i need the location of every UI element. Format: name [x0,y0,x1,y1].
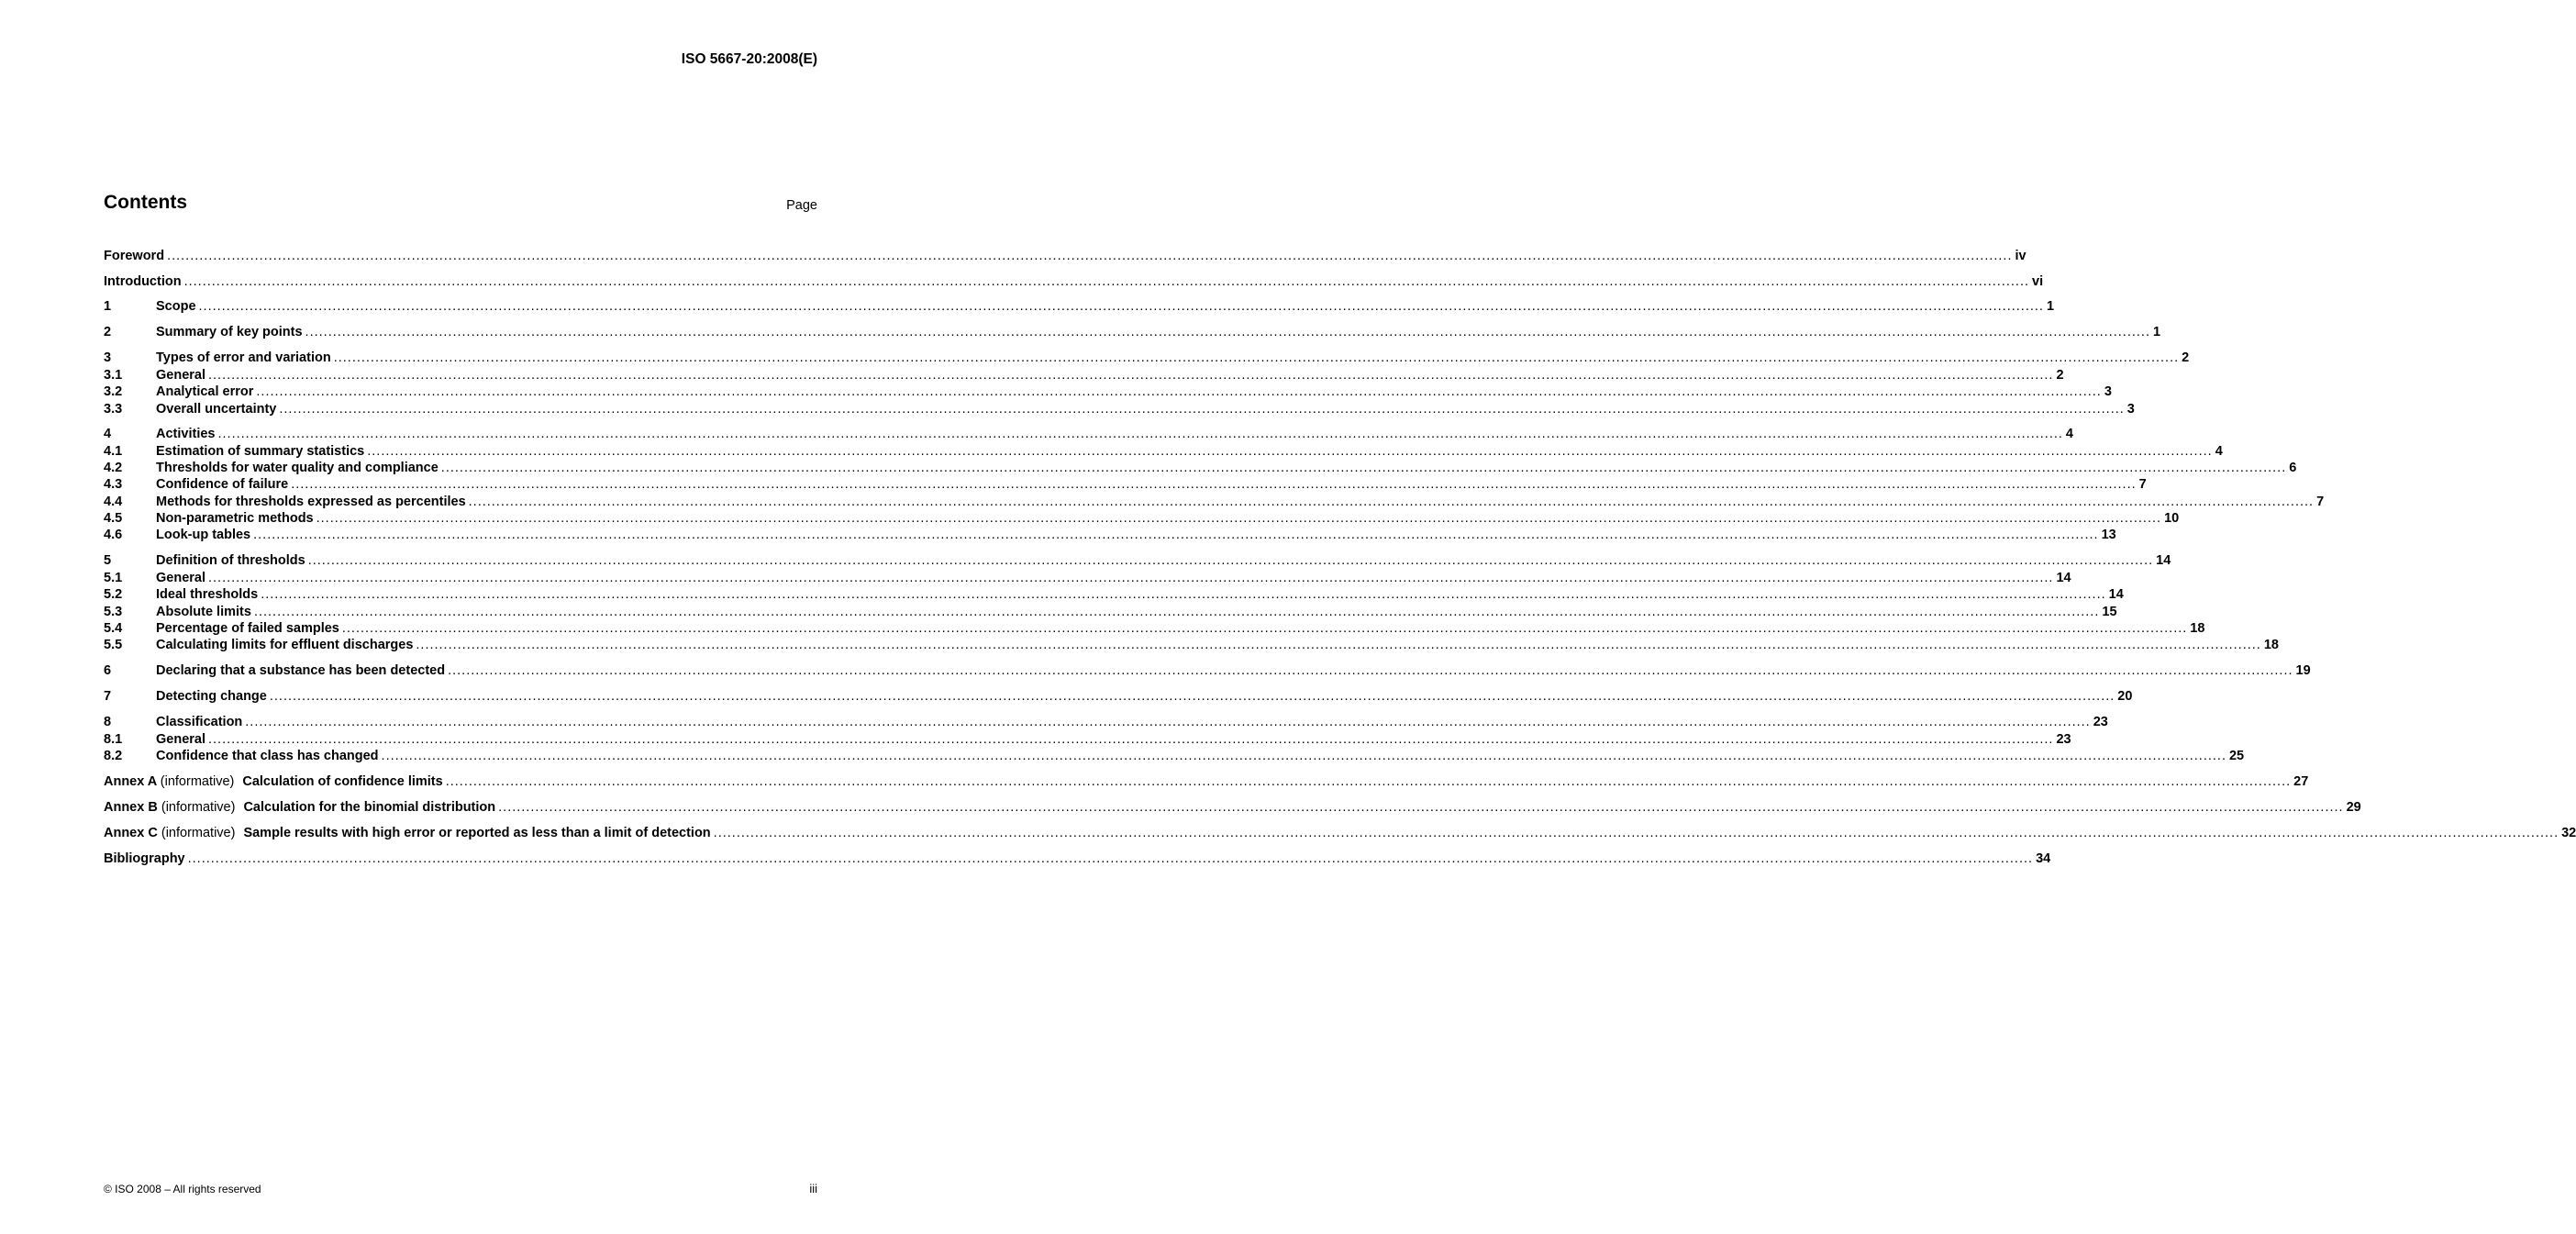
toc-entry-page: 4 [2215,444,2223,459]
toc-annex-note: (informative) [161,800,236,815]
toc-entry-number: 5.5 [104,638,123,652]
toc-entry-page: 23 [2056,732,2071,747]
toc-entry-number: 4.2 [104,461,123,475]
toc-entry-title: Absolute limits [156,605,251,619]
toc-dot-leader: ................................................................................................................................................................................................................................................................................................................................................................................................................ [256,384,2102,399]
toc-entry[interactable] [104,586,2124,603]
toc-entry-title: Overall uncertainty [156,402,277,417]
toc-dot-leader: ................................................................................................................................................................................................................................................................................................................................................................................................................ [183,274,2030,289]
toc-annex-id: Annex C [104,826,158,840]
toc-entry-number: 5 [104,553,112,568]
toc-dot-leader: ................................................................................................................................................................................................................................................................................................................................................................................................................ [253,528,2099,542]
toc-entry-number: 8 [104,715,112,729]
toc-entry-number: 5.4 [104,621,123,636]
toc-entry[interactable] [104,494,2325,510]
toc-entry-page: 3 [2126,402,2135,417]
toc-entry-number: 5.3 [104,605,123,619]
toc-dot-leader: ................................................................................................................................................................................................................................................................................................................................................................................................................ [498,800,2344,815]
toc-entry-page: 34 [2036,851,2051,866]
toc-entry-page: 14 [2156,553,2171,568]
toc-entry[interactable] [104,773,2309,790]
toc-entry-number: 4.4 [104,495,123,509]
toc-entry-page: 2 [2182,350,2190,365]
toc-entry-number: 4.5 [104,511,123,526]
toc-entry[interactable] [104,662,2311,679]
toc-entry-page: 1 [2152,325,2161,339]
toc-entry-title: Sample results with high error or reported as less than a limit of detection [243,826,711,840]
toc-entry-number: 4.6 [104,528,123,542]
toc-entry-title: Non-parametric methods [156,511,314,526]
toc-entry-number: 3.2 [104,384,123,399]
toc-entry[interactable] [104,637,2279,653]
toc-entry[interactable] [104,570,2071,586]
toc-entry-number: 8.1 [104,732,123,747]
toc-dot-leader: ................................................................................................................................................................................................................................................................................................................................................................................................................ [316,511,2162,526]
toc-annex-label [104,825,235,841]
toc-entry-number: 4.3 [104,477,123,492]
toc-entry-title: Classification [156,715,243,729]
toc-dot-leader: ................................................................................................................................................................................................................................................................................................................................................................................................................ [208,732,2054,747]
toc-entry[interactable] [104,799,2361,816]
toc-dot-leader: ................................................................................................................................................................................................................................................................................................................................................................................................................ [367,444,2213,459]
toc-entry-page: 23 [2093,715,2108,729]
toc-entry[interactable] [104,460,2297,476]
toc-entry[interactable] [104,367,2064,384]
toc-dot-leader: ................................................................................................................................................................................................................................................................................................................................................................................................................ [448,663,2293,678]
toc-entry-number: 4.1 [104,444,123,459]
toc-dot-leader: ................................................................................................................................................................................................................................................................................................................................................................................................................ [208,571,2054,585]
toc-entry-page: 14 [2108,587,2124,602]
toc-dot-leader: ................................................................................................................................................................................................................................................................................................................................................................................................................ [381,749,2226,763]
toc-dot-leader: ................................................................................................................................................................................................................................................................................................................................................................................................................ [269,689,2115,704]
toc-entry-title: Confidence of failure [156,477,289,492]
toc-dot-leader: ................................................................................................................................................................................................................................................................................................................................................................................................................ [468,495,2315,509]
toc-entry-number: 3 [104,350,112,365]
toc-entry-title: Detecting change [156,689,267,704]
toc-entry-page: 15 [2102,605,2117,619]
toc-entry-title: Ideal thresholds [156,587,259,602]
toc-entry-page: 7 [2138,477,2147,492]
toc-entry-page: 29 [2346,800,2361,815]
toc-entry[interactable] [104,748,2245,764]
toc-dot-leader: ................................................................................................................................................................................................................................................................................................................................................................................................................ [167,249,2013,263]
toc-annex-id: Annex A [104,774,157,789]
toc-dot-leader: ................................................................................................................................................................................................................................................................................................................................................................................................................ [305,325,2150,339]
toc-entry-page: vi [2032,274,2044,289]
toc-entry-number: 6 [104,663,112,678]
contents-title: Contents [104,192,187,213]
toc-entry[interactable] [104,825,2576,841]
toc-entry-number: 5.2 [104,587,123,602]
toc-entry-title: Analytical error [156,384,254,399]
toc-entry[interactable] [104,401,2135,417]
toc-entry[interactable] [104,552,2171,569]
page-number: iii [809,1182,817,1195]
toc-entry-page: 14 [2056,571,2071,585]
toc-entry-number: 7 [104,689,112,704]
toc-entry-page: 27 [2293,774,2309,789]
toc-entry-title: Types of error and variation [156,350,331,365]
page-column-label: Page [786,198,817,213]
toc-entry-title: Summary of key points [156,325,303,339]
toc-entry-page: 4 [2065,427,2073,441]
toc-entry[interactable] [104,324,2161,340]
toc-entry-title: General [156,368,205,383]
toc-annex-id: Annex B [104,800,158,815]
toc-entry-number: 5.1 [104,571,123,585]
toc-entry[interactable] [104,527,2116,543]
toc-annex-label [104,773,234,790]
toc-entry[interactable] [104,731,2071,748]
toc-entry-title: Declaring that a substance has been detected [156,663,446,678]
toc-dot-leader: ................................................................................................................................................................................................................................................................................................................................................................................................................ [440,461,2287,475]
toc-entry-number: 3.1 [104,368,123,383]
toc-dot-leader: ................................................................................................................................................................................................................................................................................................................................................................................................................ [307,553,2154,568]
toc-entry-page: 32 [2561,826,2576,840]
toc-entry-page: 2 [2056,368,2064,383]
toc-entry[interactable] [104,384,2112,400]
toc-entry-page: 13 [2101,528,2116,542]
toc-entry[interactable] [104,604,2117,620]
toc-entry-page: 25 [2228,749,2245,763]
toc-entry[interactable] [104,350,2190,366]
toc-entry-title: Calculation for the binomial distribution [243,800,496,815]
toc-entry-title: Scope [156,299,196,314]
toc-entry[interactable] [104,273,2044,290]
toc-entry-page: 19 [2295,663,2311,678]
toc-dot-leader: ................................................................................................................................................................................................................................................................................................................................................................................................................ [416,638,2261,652]
toc-entry-title: Foreword [104,249,165,263]
toc-annex-label [104,799,235,816]
toc-entry[interactable] [104,688,2133,705]
toc-entry-title: Thresholds for water quality and compliance [156,461,439,475]
toc-entry-number: 2 [104,325,112,339]
copyright-notice: © ISO 2008 – All rights reserved [104,1183,261,1195]
toc-dot-leader: ................................................................................................................................................................................................................................................................................................................................................................................................................ [333,350,2180,365]
toc-annex-note: (informative) [160,774,235,789]
toc-entry[interactable] [104,620,2205,637]
toc-entry-title: General [156,571,205,585]
toc-entry-page: 18 [2263,638,2279,652]
toc-entry[interactable] [104,850,2051,867]
toc-entry-title: Percentage of failed samples [156,621,339,636]
toc-entry-page: 18 [2190,621,2205,636]
toc-entry[interactable] [104,714,2108,730]
toc-annex-note: (informative) [161,826,236,840]
toc-dot-leader: ................................................................................................................................................................................................................................................................................................................................................................................................................ [713,826,2559,840]
toc-entry-title: General [156,732,205,747]
toc-entry-title: Calculating limits for effluent discharges [156,638,414,652]
toc-entry-title: Calculation of confidence limits [242,774,443,789]
toc-entry-title: Look-up tables [156,528,251,542]
toc-entry-page: iv [2015,249,2026,263]
toc-entry[interactable] [104,248,2026,264]
toc-entry[interactable] [104,298,2055,315]
toc-entry[interactable] [104,476,2147,493]
toc-entry-page: 20 [2117,689,2133,704]
toc-entry-title: Definition of thresholds [156,553,305,568]
toc-entry-number: 4 [104,427,112,441]
toc-dot-leader: ................................................................................................................................................................................................................................................................................................................................................................................................................ [198,299,2044,314]
toc-entry-page: 1 [2046,299,2055,314]
toc-dot-leader: ................................................................................................................................................................................................................................................................................................................................................................................................................ [187,851,2034,866]
toc-entry-page: 7 [2316,495,2325,509]
toc-entry-title: Methods for thresholds expressed as percentiles [156,495,466,509]
toc-entry-number: 3.3 [104,402,123,417]
toc-dot-leader: ................................................................................................................................................................................................................................................................................................................................................................................................................ [341,621,2188,636]
toc-entry-title: Activities [156,427,216,441]
toc-dot-leader: ................................................................................................................................................................................................................................................................................................................................................................................................................ [253,605,2100,619]
toc-dot-leader: ................................................................................................................................................................................................................................................................................................................................................................................................................ [245,715,2091,729]
toc-dot-leader: ................................................................................................................................................................................................................................................................................................................................................................................................................ [208,368,2054,383]
toc-entry-page: 6 [2289,461,2297,475]
toc-entry-title: Confidence that class has changed [156,749,379,763]
document-id: ISO 5667-20:2008(E) [681,51,817,67]
toc-dot-leader: ................................................................................................................................................................................................................................................................................................................................................................................................................ [261,587,2106,602]
toc-entry-number: 8.2 [104,749,123,763]
toc-dot-leader: ................................................................................................................................................................................................................................................................................................................................................................................................................ [291,477,2137,492]
toc-entry[interactable] [104,443,2223,460]
toc-entry-page: 10 [2164,511,2180,526]
toc-entry-title: Estimation of summary statistics [156,444,365,459]
toc-dot-leader: ................................................................................................................................................................................................................................................................................................................................................................................................................ [279,402,2125,417]
toc-entry[interactable] [104,510,2180,527]
toc-entry-page: 3 [2104,384,2112,399]
toc-entry-title: Introduction [104,274,182,289]
toc-entry-number: 1 [104,299,112,314]
toc-entry-title: Bibliography [104,851,185,866]
toc-dot-leader: ................................................................................................................................................................................................................................................................................................................................................................................................................ [217,427,2063,441]
toc-entry[interactable] [104,426,2073,442]
toc-dot-leader: ................................................................................................................................................................................................................................................................................................................................................................................................................ [445,774,2292,789]
